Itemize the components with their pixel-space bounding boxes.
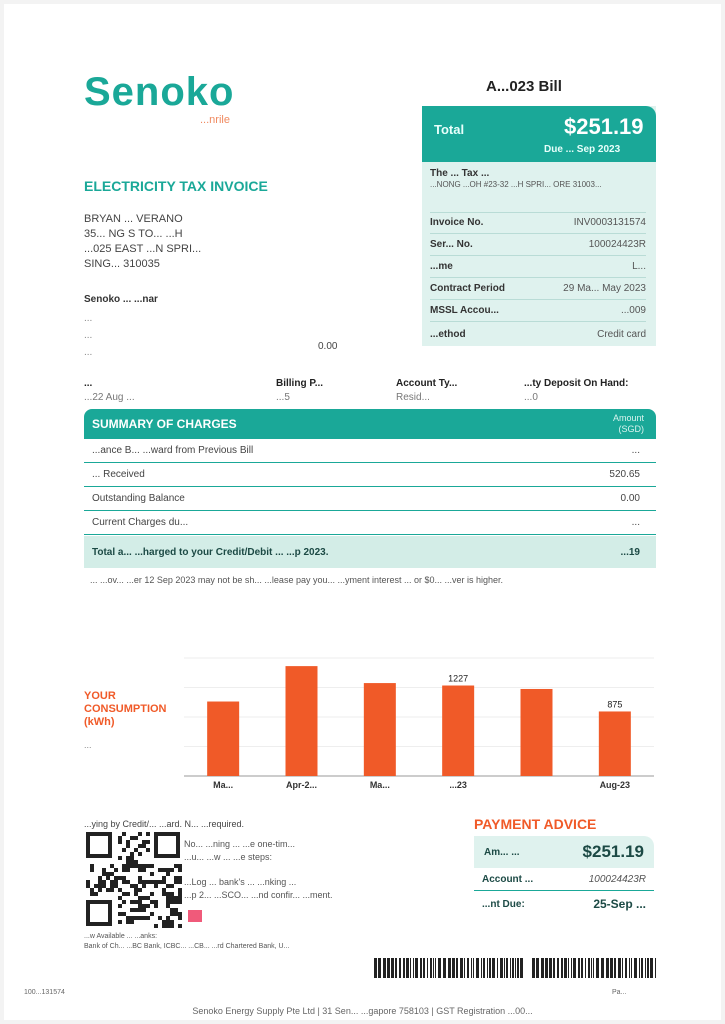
- retailer-row: ...: [84, 347, 93, 358]
- payment-note: ... ...ov... ...er 12 Sep 2023 may not be sh... ...lease pay you... ...yment interest ... or $0... ...ver is higher.: [90, 575, 504, 585]
- retailer-details: [84, 310, 92, 361]
- summary-row-scheme: [430, 256, 646, 278]
- summary-row-label: MSSL Accou...: [430, 305, 499, 316]
- info-date: [84, 378, 135, 403]
- summary-row-label: The ... Tax ...: [430, 168, 490, 179]
- bill-title: A...023 Bill: [486, 78, 562, 95]
- retailer-heading: Senoko ... ...nar: [84, 294, 158, 305]
- address-line: ...025 EAST ...N SPRI...: [84, 243, 202, 255]
- consumption-title-line: YOUR: [84, 690, 116, 702]
- info-deposit: [524, 378, 628, 403]
- address-line: SING... 310035: [84, 258, 160, 270]
- charges-row-label: Current Charges du...: [92, 517, 189, 528]
- info-label: ...: [84, 378, 93, 389]
- summary-row-address: [430, 164, 646, 213]
- bar-Apr-23: [286, 666, 318, 776]
- payment-step: ...Log ... bank's ... ...nking ...: [184, 877, 297, 887]
- summary-row-service: [430, 234, 646, 256]
- advice-account-label: Account ...: [482, 873, 534, 885]
- bar-Mar-23: [207, 702, 239, 776]
- logo-tagline: ...nrile: [200, 114, 230, 126]
- info-label: ...ty Deposit On Hand:: [524, 378, 629, 389]
- summary-row-value: INV0003131574: [573, 217, 646, 228]
- barcode-left: [374, 958, 524, 978]
- info-value: Resid...: [396, 392, 430, 403]
- payment-advice-account: [474, 868, 654, 891]
- payment-instructions: ...ying by Credit/... ...ard. N... ...required.: [84, 819, 245, 829]
- charges-row: [84, 487, 656, 511]
- charges-total-value: ...19: [620, 546, 640, 558]
- paynow-icon: [188, 910, 202, 922]
- info-billing-period: [276, 378, 323, 403]
- address-line: 35... NG S TO... ...H: [84, 228, 183, 240]
- advice-amount-value: $251.19: [582, 842, 644, 861]
- payment-advice-amount: [474, 836, 654, 868]
- charges-table: [84, 409, 656, 568]
- bar-value-label: 875: [607, 699, 623, 710]
- info-value: ...0: [524, 392, 538, 403]
- x-tick-label: Ma...: [213, 780, 234, 790]
- summary-row-invoice: [430, 212, 646, 234]
- summary-row-payment: [430, 324, 646, 345]
- summary-row-value: ...009: [620, 305, 646, 316]
- charges-row-value: 0.00: [620, 493, 640, 504]
- advice-account-value: 100024423R: [588, 873, 646, 885]
- retailer-row: ...: [84, 313, 93, 324]
- x-tick-label: ...23: [449, 780, 467, 790]
- payment-step: ...u... ...w ... ...e steps:: [184, 852, 273, 862]
- summary-row-value: L...: [632, 261, 646, 272]
- payment-step: No... ...ning ... ...e one-tim...: [184, 839, 296, 849]
- summary-row-value: Credit card: [597, 329, 646, 340]
- consumption-title-line: CONSUMPTION: [84, 703, 167, 715]
- charges-row-label: ... Received: [92, 469, 145, 480]
- charges-row: [84, 511, 656, 535]
- bar-Jul-23b: [521, 689, 553, 776]
- charges-header: [84, 409, 656, 439]
- barcode-right: [532, 958, 660, 978]
- summary-row-contract: [430, 278, 646, 300]
- payment-advice-due: [474, 891, 654, 917]
- advice-due-value: 25-Sep ...: [593, 897, 646, 911]
- charges-title: SUMMARY OF CHARGES: [92, 417, 237, 431]
- charges-row-label: Outstanding Balance: [92, 493, 185, 504]
- info-label: Account Ty...: [396, 378, 458, 389]
- charges-row-value: ...: [631, 517, 640, 528]
- advice-due-label: ...nt Due:: [482, 898, 525, 910]
- charges-row: [84, 463, 656, 487]
- summary-row-label: Contract Period: [430, 283, 506, 294]
- address-line: BRYAN ... VERANO: [84, 213, 183, 225]
- consumption-bar-chart: [180, 650, 658, 792]
- bank-list-line: Bank of Ch... ...BC Bank, ICBC... ...CB... ...rd Chartered Bank, U...: [84, 943, 290, 950]
- bar-May-23: [364, 683, 396, 776]
- x-tick-label: Aug-23: [599, 780, 631, 790]
- summary-row-value: 29 Ma... May 2023: [563, 283, 646, 294]
- paynow-qr-code: [84, 830, 182, 928]
- summary-row-label: ...me: [430, 261, 453, 272]
- charges-unit: [613, 413, 644, 435]
- retailer-value: 0.00: [318, 341, 338, 352]
- x-tick-label: Ma...: [369, 780, 390, 790]
- bank-list: [84, 932, 289, 952]
- summary-row-value: ...NONG ...OH #23-32 ...H SPRI... ORE 31003...: [430, 180, 602, 189]
- summary-row-label: Ser... No.: [430, 239, 473, 250]
- summary-row-mssl: [430, 300, 646, 322]
- payment-advice-title: PAYMENT ADVICE: [474, 816, 597, 832]
- consumption-subtitle: ...: [84, 740, 92, 750]
- customer-address: [84, 212, 201, 272]
- due-date-line: Due ... Sep 2023: [544, 144, 621, 155]
- amount-label: Total: [434, 122, 465, 137]
- retailer-row: ...: [84, 330, 93, 341]
- bar-Jul-23: [442, 686, 474, 776]
- consumption-title-line: (kWh): [84, 716, 115, 728]
- senoko-logo: Senoko: [84, 70, 235, 114]
- unit-line: Amount: [612, 413, 644, 423]
- charges-row: [84, 439, 656, 463]
- info-account-type: [396, 378, 457, 403]
- bar-value-label: 1227: [448, 673, 469, 684]
- summary-row-value: 100024423R: [588, 239, 646, 250]
- payment-step: ...p 2... ...SCO... ...nd confir... ...ment.: [184, 890, 333, 900]
- bar-Aug-23: [599, 711, 631, 776]
- footer-company: Senoko Energy Supply Pte Ltd | 31 Sen... ...gapore 758103 | GST Registration ...00...: [192, 1006, 533, 1016]
- charges-row-value: 520.65: [609, 469, 640, 480]
- amount-value: $251.19: [564, 114, 644, 139]
- invoice-page: [4, 4, 721, 1020]
- advice-amount-label: Am... ...: [484, 846, 520, 858]
- summary-row-label: Invoice No.: [430, 217, 484, 228]
- payment-advice-box: [474, 836, 654, 918]
- payment-steps: [184, 838, 333, 902]
- charges-row-value: ...: [631, 445, 640, 456]
- invoice-title: ELECTRICITY TAX INVOICE: [84, 178, 268, 194]
- info-value: ...22 Aug ...: [84, 392, 135, 403]
- info-value: ...5: [276, 392, 290, 403]
- x-tick-label: Apr-2...: [285, 780, 318, 790]
- consumption-title: [84, 690, 167, 729]
- footer-page: Pa...: [612, 989, 627, 996]
- bank-list-line: ...w Available ... ...anks:: [84, 933, 158, 940]
- charges-total-row: [84, 536, 656, 568]
- summary-row-label: ...ethod: [430, 329, 466, 340]
- footer-invoice-ref: 100...131574: [24, 989, 65, 996]
- charges-row-label: ...ance B... ...ward from Previous Bill: [92, 445, 254, 456]
- unit-line: (SGD): [618, 424, 644, 434]
- charges-total-label: Total a... ...harged to your Credit/Debit ... ...p 2023.: [92, 546, 329, 558]
- info-label: Billing P...: [276, 378, 324, 389]
